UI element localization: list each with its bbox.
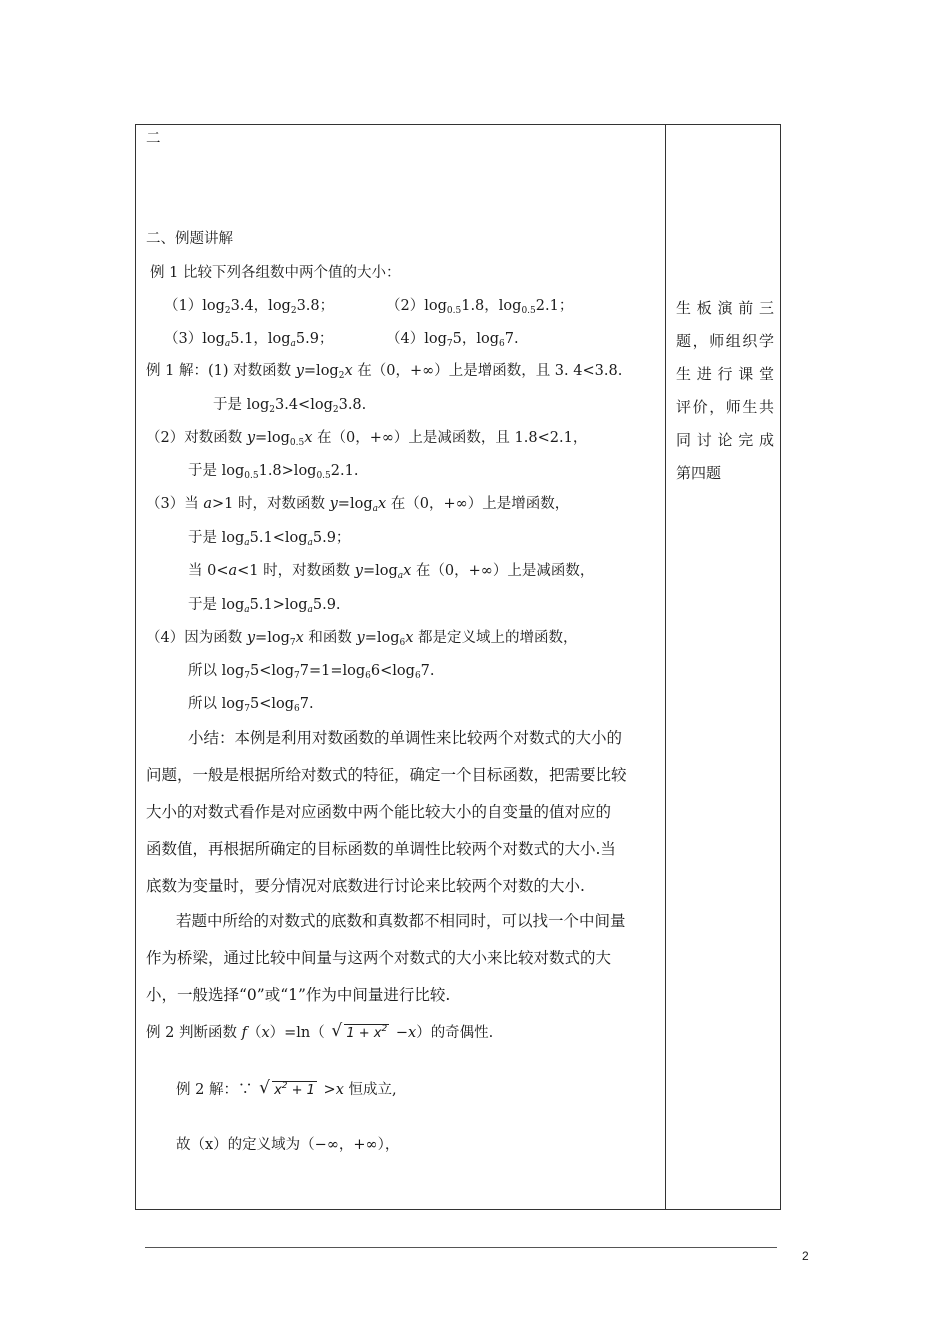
ex2-sol-line-1: 例 2 解：∵ √ $x^2 + 1 >x$ 恒成立, bbox=[176, 1078, 397, 1098]
side-note-6: 第四题 bbox=[676, 464, 722, 482]
side-note-5: 同讨论完成 bbox=[676, 431, 774, 449]
ex1-sol-line-11: 所以 $\log_75<\log_67$. bbox=[188, 696, 314, 714]
item-2-num: （2） bbox=[386, 298, 425, 314]
bridge-line-3: 小，一般选择“0”或“1”作为中间量进行比较. bbox=[146, 986, 451, 1004]
example-2-prompt: 例 2 判断函数 f（x）=ln（ √ $1 + x^2 -x$）的奇偶性. bbox=[146, 1021, 494, 1041]
sqrt-x2-plus-1: √ $x^2 + 1$ bbox=[259, 1078, 315, 1098]
ex1-sol-line-4: 于是 $\log_{0.5}1.8>\log_{0.5}2.1$. bbox=[188, 463, 359, 481]
section-title: 二、例题讲解 bbox=[146, 231, 233, 247]
item-1-num: （1） bbox=[164, 298, 203, 314]
top-char: 二 bbox=[146, 131, 161, 147]
ex1-sol-line-8: 于是 $\log_a5.1>\log_a5.9$. bbox=[188, 597, 341, 615]
item-4: $(4)\log_75$，$\log_67$. bbox=[386, 331, 519, 349]
ex2-prompt-text: 例 2 判断函数 bbox=[146, 1025, 242, 1041]
footer-rule bbox=[145, 1247, 777, 1248]
item-1: $(1)\log_23.4$，$\log_23.8$； bbox=[164, 298, 335, 316]
side-note-3: 生进行课堂 bbox=[676, 365, 774, 383]
summary-line-5: 底数为变量时，要分情况对底数进行讨论来比较两个对数的大小. bbox=[146, 877, 585, 895]
ex1-sol-line-3: （2）对数函数 $y=\log_{0.5}x$ 在（0，+∞）上是减函数，且 1.8<2.1， bbox=[146, 430, 588, 448]
summary-line-2: 问题，一般是根据所给对数式的特征，确定一个目标函数，把需要比较 bbox=[146, 766, 627, 784]
side-notes bbox=[676, 292, 774, 490]
ex1-sol-line-2: 于是 $\log_23.4<\log_23.8$. bbox=[213, 397, 367, 415]
side-note-1: 生板演前三 bbox=[676, 299, 774, 317]
ex2-prompt-tail: 的奇偶性. bbox=[430, 1025, 494, 1041]
ex1-sol-line-6: 于是 $\log_a5.1<\log_a5.9$； bbox=[188, 530, 351, 548]
ex2-sol-label: 例 2 解：∵ bbox=[176, 1082, 253, 1098]
ex1-sol-label: 例 1 解：(1) 对数函数 bbox=[146, 363, 296, 379]
item-4-num: （4） bbox=[386, 331, 425, 347]
page-number: 2 bbox=[802, 1249, 809, 1263]
bridge-line-2: 作为桥梁，通过比较中间量与这两个对数式的大小来比较对数式的大 bbox=[146, 949, 612, 967]
ex1-sol-line-1: 例 1 解：(1) 对数函数 $y=\log_2x$ 在（0，+∞）上是增函数，且 3. 4<3.8. bbox=[146, 363, 623, 381]
ex1-sol-line-7: 当 0<a<1 时，对数函数 $y=\log_ax$ 在（0，+∞）上是减函数， bbox=[188, 563, 595, 581]
side-note-2: 题，师组织学 bbox=[676, 332, 774, 350]
summary-line-1: 小结：本例是利用对数函数的单调性来比较两个对数式的大小的 bbox=[188, 729, 623, 747]
side-note-4: 评价，师生共 bbox=[676, 398, 774, 416]
item-3-num: （3） bbox=[164, 331, 203, 347]
example-1-prompt: 例 1 比较下列各组数中两个值的大小： bbox=[150, 265, 401, 281]
summary-line-4: 函数值，再根据所确定的目标函数的单调性比较两个对数式的大小.当 bbox=[146, 840, 616, 858]
ex1-sol-line-10: 所以 $\log_75<\log_77=1=\log_66<\log_67$. bbox=[188, 663, 435, 681]
ex1-sol-line-5: （3）当 a>1 时，对数函数 $y=\log_ax$ 在（0，+∞）上是增函数， bbox=[146, 496, 570, 514]
item-3: $(3)\log_a5.1$，$\log_a5.9$； bbox=[164, 331, 334, 349]
ex2-sol-tail: 恒成立, bbox=[348, 1082, 397, 1098]
ex1-sol-line-9: （4）因为函数 $y=\log_7x$ 和函数 $y=\log_6x$ 都是定义域上的增函数， bbox=[146, 630, 578, 648]
item-2: $(2)\log_{0.5}1.8$，$\log_{0.5}2.1$； bbox=[386, 298, 574, 316]
sqrt-1-plus-x2: √ $1 + x^2$ bbox=[331, 1021, 388, 1041]
bridge-line-1: 若题中所给的对数式的底数和真数都不相同时，可以找一个中间量 bbox=[176, 912, 626, 930]
summary-line-3: 大小的对数式看作是对应函数中两个能比较大小的自变量的值对应的 bbox=[146, 803, 612, 821]
ex2-domain: 故（x）的定义域为（−∞，+∞）， bbox=[176, 1137, 400, 1153]
